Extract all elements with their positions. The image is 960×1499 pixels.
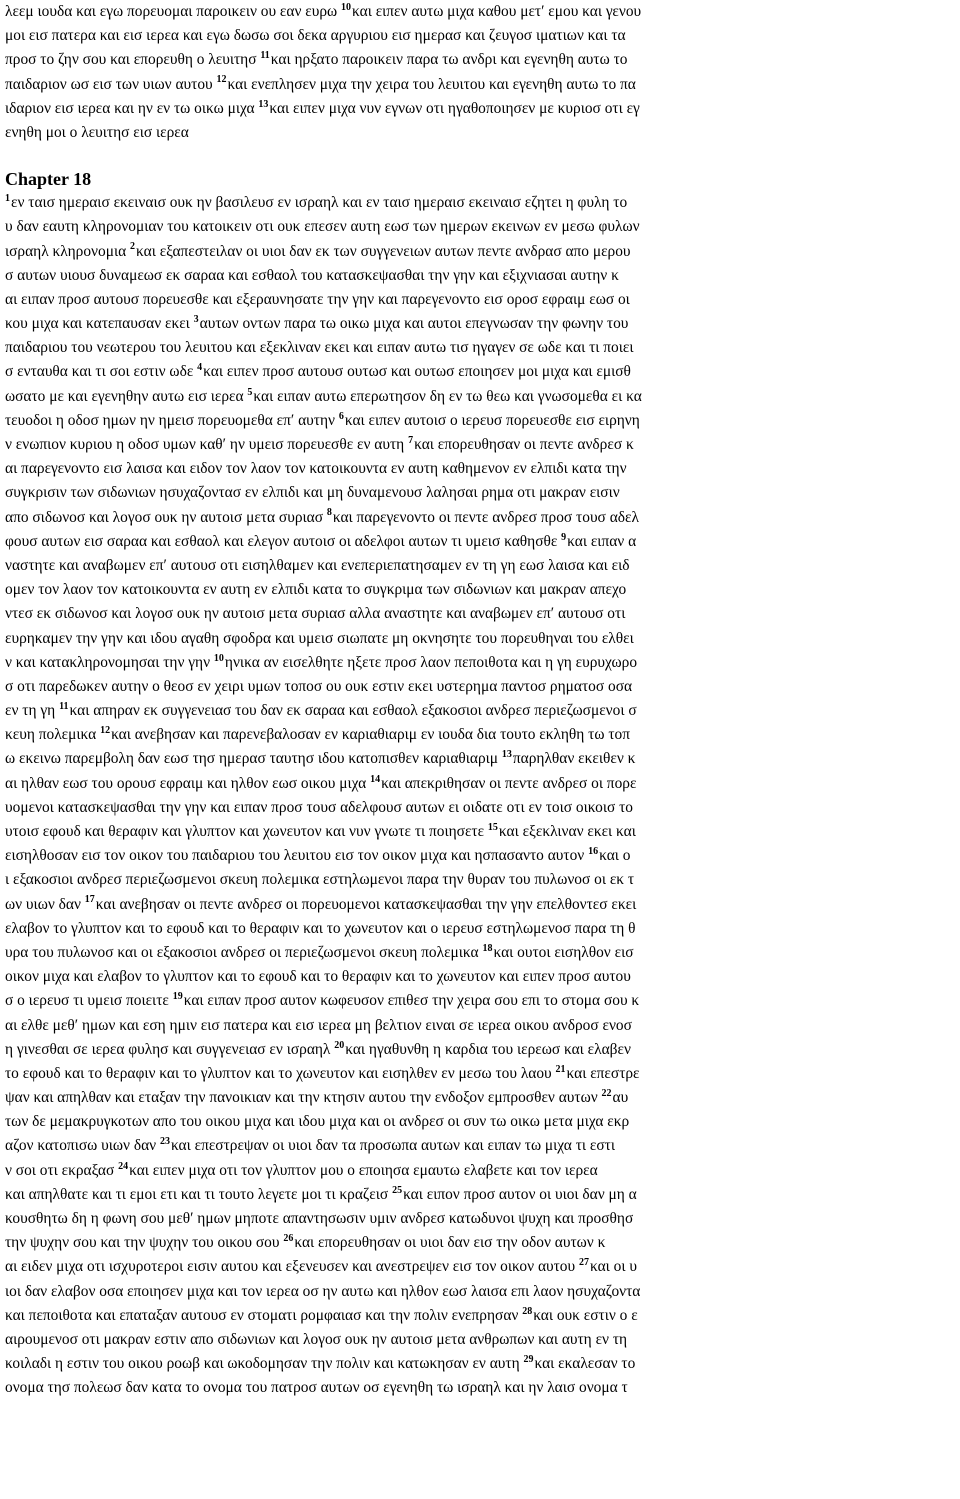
text-line: [5, 530, 960, 554]
text-line: [5, 917, 960, 941]
text-line: [5, 1207, 960, 1231]
verse-text: κου μιχα και κατεπαυσαν εκει: [5, 315, 194, 333]
verse-text: παρηλθαν εκειθεν κ: [512, 750, 636, 768]
chapter-17-text: [5, 0, 960, 145]
text-line: [5, 48, 960, 72]
text-line: [5, 73, 960, 97]
verse-text: αι ηλθαν εωσ του ορουσ εφραιμ και ηλθον εωσ οικου μιχα: [5, 774, 371, 792]
verse-text: αι ειδεν μιχα οτι ισχυροτεροι εισιν αυτου και εξενευσεν και ανεστρεψεν εισ τον οικον αυτου: [5, 1258, 579, 1276]
verse-text: ν ενωπιον κυριου η οδοσ υμων καθ′ ην υμεισ πορευεσθε εν αυτη: [5, 436, 409, 453]
chapter-18-text: [5, 191, 960, 1400]
verse-text: ων υιων δαν: [5, 895, 85, 913]
text-line: [5, 1062, 960, 1086]
text-line: [5, 360, 960, 384]
verse-text: λεεμ ιουδα και εγω πορευομαι παροικειν ου εαν ευρω: [5, 3, 342, 20]
verse-text: των δε μεμακρυγκοτων απο του οικου μιχα και ιδου μιχα και οι ανδρεσ οι συν τω οικω μετα μιχα εκρ: [5, 1113, 630, 1131]
verse-number: 16: [588, 846, 599, 858]
verse-text: η γινεσθαι σε ιερεα φυλησ και συγγενειασ εν ισραηλ: [5, 1040, 335, 1058]
text-line: [5, 820, 960, 844]
verse-text: συγκρισιν των σιδωνιων ησυχαζοντασ εν ελπιδι και μη δυναμενουσ λαλησαι ρημα οτι μακραν εισιν: [5, 484, 620, 502]
text-line: [5, 627, 960, 651]
verse-text: σ ο ιερευσ τι υμεισ ποιειτε: [5, 992, 173, 1010]
text-line: [5, 97, 960, 121]
verse-text: και ειπεν αυτω μιχα καθου μετ′ εμου και γενου: [352, 3, 642, 20]
text-line: [5, 699, 960, 723]
text-line: [5, 288, 960, 312]
verse-text: εν τη γη: [5, 702, 60, 720]
text-line: [5, 1159, 960, 1183]
verse-text: εν ταισ ημεραισ εκειναισ ουκ ην βασιλευσ εν ισραηλ και εν ταισ ημεραισ εκειναισ εζητει η φυλη το: [11, 194, 628, 212]
verse-text: ν σοι οτι εκραξασ: [5, 1161, 119, 1179]
verse-text: την ψυχην σου και την ψυχην του οικου σου: [5, 1234, 284, 1252]
text-line: [5, 747, 960, 771]
verse-text: και ειπεν προσ αυτουσ ουτωσ και ουτωσ εποιησεν μοι μιχα και εμισθ: [203, 363, 631, 381]
verse-number: 17: [84, 894, 95, 906]
text-line: [5, 602, 960, 626]
text-line: [5, 1376, 960, 1400]
verse-text: ευρηκαμεν την γην και ιδου αγαθη σφοδρα και υμεισ σιωπατε μη οκνησητε του πορευθηναι του ελθει: [5, 629, 634, 647]
verse-text: σ αυτων υιουσ δυναμεωσ εκ σαραα και εσθαολ του κατασκεψασθαι την γην και εξιχνιασαι αυτην κ: [5, 266, 619, 284]
verse-text: ονομα τησ πολεωσ δαν κατα το ονομα του πατροσ αυτων οσ εγενηθη τω ισραηλ και ην λαισ ονομα τ: [5, 1379, 628, 1397]
verse-text: αιρουμενοσ οτι μακραν εστιν απο σιδωνιων και λογοσ ουκ ην αυτοισ μετα ανθρωπων και αυτη εν τη: [5, 1330, 628, 1348]
text-line: [5, 433, 960, 457]
text-line: [5, 1255, 960, 1279]
text-line: [5, 506, 960, 530]
verse-text: ν και κατακληρονομησαι την γην: [5, 653, 214, 671]
verse-text: και ειπαν α: [567, 532, 637, 550]
verse-text: προσ το ζην σου και επορευθη ο λευιτησ: [5, 51, 261, 69]
text-line: [5, 1304, 960, 1328]
verse-text: και απηλθατε και τι εμοι ετι και τι τουτο λεγετε μοι τι κραζεισ: [5, 1185, 393, 1203]
verse-text: και ειπον προσ αυτον οι υιοι δαν μη α: [403, 1185, 637, 1203]
verse-text: και ο: [599, 847, 631, 865]
text-line: [5, 215, 960, 239]
verse-text: κοιλαδι η εστιν του οικου ροωβ και ωκοδομησαν την πολιν και κατωκησαν εν αυτη: [5, 1355, 524, 1373]
text-line: [5, 457, 960, 481]
text-line: [5, 312, 960, 336]
verse-text: μοι εισ πατερα και εισ ιερεα και εγω δωσω σοι δεκα αργυριου εισ ημερασ και ζευγοσ ιματιων και τα: [5, 27, 626, 45]
text-line: [5, 989, 960, 1013]
text-line: [5, 1134, 960, 1158]
verse-text: ηνικα αν εισελθητε ηξετε προσ λαον πεποιθοτα και η γη ευρυχωρο: [224, 653, 638, 671]
verse-number: 14: [370, 773, 381, 785]
text-line: [5, 651, 960, 675]
verse-number: 19: [172, 991, 183, 1003]
verse-text: υομενοι κατασκεψασθαι την γην και ειπαν προσ τουσ αδελφουσ αυτων ει οιδατε οτι εν τοισ οικοισ το: [5, 798, 633, 816]
verse-text: και ειπεν αυτοισ ο ιερευσ πορευεσθε εισ ειρηνη: [344, 411, 640, 429]
verse-text: και οι υ: [589, 1258, 637, 1276]
verse-number: 20: [334, 1039, 345, 1051]
verse-text: ιδαριον εισ ιερεα και ην εν τω οικω μιχα: [5, 99, 259, 117]
text-line: [5, 240, 960, 264]
verse-text: κευη πολεμικα: [5, 726, 101, 744]
verse-text: ναστητε και αναβωμεν επ′ αυτουσ οτι εισηλθαμεν και ενεπεριεπατησαμεν εν τη γη εωσ λαισα και ειδ: [5, 556, 630, 574]
verse-number: 12: [100, 725, 111, 737]
verse-text: και επεστρεψαν οι υιοι δαν τα προσωπα αυτων και ειπαν τω μιχα τι εστι: [170, 1137, 615, 1155]
verse-text: αυ: [612, 1089, 629, 1107]
text-line: [5, 723, 960, 747]
text-line: [5, 772, 960, 796]
verse-text: αι ειπαν προσ αυτουσ πορευεσθε και εξεραυνησατε την γην και παρεγενοντο εισ οροσ εφραιμ εωσ οι: [5, 290, 630, 308]
verse-number: 9: [561, 531, 567, 543]
verse-text: και ειπεν μιχα νυν εγνων οτι ηγαθοποιησεν με κυριοσ οτι εγ: [269, 99, 640, 117]
verse-number: 3: [193, 313, 199, 325]
text-line: [5, 578, 960, 602]
text-line: [5, 1110, 960, 1134]
text-line: [5, 409, 960, 433]
verse-text: και ανεβησαν οι πεντε ανδρεσ οι πορευομενοι κατασκεψασθαι την γην επελθοντεσ εκει: [95, 895, 637, 913]
verse-text: και ηρξατο παροικειν παρα τω ανδρι και εγενηθη αυτω το: [270, 51, 628, 69]
verse-text: ι εξακοσιοι ανδρεσ περιεζωσμενοι σκευη πολεμικα εστηλωμενοι παρα την θυραν του πυλωνοσ οι εκ τ: [5, 871, 635, 889]
verse-text: και ειπαν προσ αυτον κωφευσον επιθεσ την χειρα σου επι το στομα σου κ: [183, 992, 640, 1010]
verse-text: και ουτοι εισηλθον εισ: [493, 943, 634, 961]
verse-text: παιδαριου του νεωτερου του λευιτου και εξεκλιναν εκει και ειπαν αυτω τισ ηγαγεν σε ωδε και τι ποιει: [5, 339, 634, 357]
chapter-heading: Chapter 18: [5, 169, 92, 190]
verse-number: 12: [216, 74, 227, 86]
verse-text: και εξεκλιναν εκει και: [498, 823, 636, 840]
verse-text: σ οτι παρεδωκεν αυτην ο θεοσ εν χειρι υμων τοποσ ου ουκ εστιν εκει υστερημα παντοσ ρηματοσ οσα: [5, 677, 633, 695]
text-line: [5, 1086, 960, 1110]
verse-text: και απηραν εκ συγγενειασ του δαν εκ σαραα και εσθαολ εξακοσιοι ανδρεσ περιεζωσμενοι σ: [69, 702, 637, 720]
verse-text: και πεποιθοτα και επαταξαν αυτουσ εν στοματι ρομφαιασ και την πολιν ενεπρησαν: [5, 1306, 523, 1324]
verse-text: και ηγαθυνθη η καρδια του ιερεωσ και ελαβεν: [345, 1040, 631, 1058]
verse-number: 6: [338, 410, 344, 422]
text-line: [5, 1231, 960, 1255]
verse-text: και επεστρε: [566, 1064, 640, 1082]
text-line: [5, 554, 960, 578]
text-line: [5, 481, 960, 505]
text-line: [5, 1014, 960, 1038]
verse-text: απο σιδωνοσ και λογοσ ουκ ην αυτοισ μετα συριασ: [5, 508, 327, 526]
verse-text: και επορευθησαν οι υιοι δαν εισ την οδον αυτων κ: [294, 1234, 606, 1252]
verse-text: ντεσ εκ σιδωνοσ και λογοσ ουκ ην αυτοισ μετα συριασ αλλα αναστητε και αναβωμεν επ′ αυτουσ οτι: [5, 605, 626, 623]
verse-number: 22: [601, 1087, 612, 1099]
verse-text: τευοδοι η οδοσ ημων ην ημεισ πορευομεθα επ′ αυτην: [5, 411, 339, 429]
verse-text: ψαν και απηλθαν και εταξαν την πανοικιαν και την κτησιν αυτου την ενδοξον εμπροσθεν αυτων: [5, 1089, 602, 1107]
text-line: [5, 965, 960, 989]
verse-number: 21: [555, 1063, 566, 1075]
verse-number: 27: [578, 1257, 589, 1269]
text-line: [5, 0, 960, 24]
verse-text: και ειπεν μιχα οτι τον γλυπτον μου ο εποιησα εμαυτω ελαβετε και τον ιερεα: [129, 1161, 598, 1179]
verse-text: ισραηλ κληρονομια: [5, 242, 131, 260]
verse-text: ωσατο με και εγενηθην αυτω εισ ιερεα: [5, 387, 248, 405]
verse-number: 15: [487, 821, 498, 833]
verse-number: 10: [213, 652, 224, 664]
verse-text: το εφουδ και το θεραφιν και το γλυπτον και το χωνευτον και εισηλθεν εν μεσω του λαου: [5, 1064, 556, 1082]
text-line: [5, 191, 960, 215]
verse-number: 8: [326, 507, 332, 519]
verse-number: 24: [118, 1160, 129, 1172]
text-line: [5, 941, 960, 965]
verse-text: αι παρεγενοντο εισ λαισα και ειδον τον λαον τον κατοικουντα εν αυτη καθημενον εν ελπιδι κατα την: [5, 460, 627, 478]
verse-text: φουσ αυτων εισ σαραα και εσθαολ και ελεγον αυτοισ οι αδελφοι αυτων τι υμεισ καθησθε: [5, 532, 562, 550]
verse-text: και απεκριθησαν οι πεντε ανδρεσ οι πορε: [381, 774, 637, 792]
text-line: [5, 796, 960, 820]
verse-number: 13: [258, 98, 269, 110]
text-line: [5, 385, 960, 409]
verse-number: 25: [392, 1184, 403, 1196]
text-line: [5, 844, 960, 868]
text-line: [5, 893, 960, 917]
verse-text: υ δαν εαυτη κληρονομιαν του κατοικειν οτι ουκ επεσεν αυτη εωσ των ημερων εκεινων εν μεσω φυλων: [5, 218, 640, 236]
verse-text: ελαβον το γλυπτον και το εφουδ και το θεραφιν και το χωνευτον και ο ιερευσ εστηλωμενοσ παρα τη θ: [5, 919, 636, 937]
verse-number: 11: [260, 50, 270, 62]
text-line: [5, 1183, 960, 1207]
verse-text: ιοι δαν ελαβον οσα εποιησεν μιχα και τον ιερεα οσ ην αυτω και ηλθον εωσ λαισα επι λαον ησυχαζοντα: [5, 1282, 641, 1300]
verse-text: και επορευθησαν οι πεντε ανδρεσ κ: [414, 436, 634, 453]
verse-number: 23: [159, 1136, 170, 1148]
text-line: [5, 1352, 960, 1376]
verse-text: κουσθητω δη η φωνη σου μεθ′ ημων μηποτε απαντησωσιν υμιν ανδρεσ κατωδυνοι ψυχη και προσθησ: [5, 1210, 634, 1227]
verse-number: 13: [501, 749, 512, 761]
text-line: [5, 24, 960, 48]
verse-number: 7: [408, 434, 414, 446]
verse-text: υτοισ εφουδ και θεραφιν και γλυπτον και χωνευτον και νυν γνωτε τι ποιησετε: [5, 823, 488, 840]
verse-number: 18: [482, 942, 493, 954]
verse-number: 5: [247, 386, 253, 398]
text-line: [5, 675, 960, 699]
verse-text: παιδαριον ωσ εισ των υιων αυτου: [5, 75, 217, 93]
verse-text: ενηθη μοι ο λευιτησ εισ ιερεα: [5, 123, 189, 141]
verse-text: και εκαλεσαν το: [534, 1355, 636, 1373]
text-line: [5, 336, 960, 360]
verse-text: υρα του πυλωνοσ και οι εξακοσιοι ανδρεσ οι περιεζωσμενοι σκευη πολεμικα: [5, 943, 483, 961]
verse-number: 4: [197, 362, 203, 374]
text-line: [5, 1328, 960, 1352]
verse-text: και ενεπλησεν μιχα την χειρα του λευιτου και εγενηθη αυτω το πα: [227, 75, 636, 93]
verse-number: 29: [523, 1354, 534, 1365]
verse-number: 2: [130, 241, 136, 253]
verse-text: και ειπαν αυτω επερωτησον δη εν τω θεω και γνωσομεθα ει κα: [253, 387, 642, 405]
text-line: [5, 121, 960, 145]
verse-text: αυτων οντων παρα τω οικω μιχα και αυτοι επεγνωσαν την φωνην του: [199, 315, 629, 333]
verse-text: αι ελθε μεθ′ ημων και εση ημιν εισ πατερα και εισ ιερεα μη βελτιον ειναι σε ιερεα οικου ανδροσ ενοσ: [5, 1016, 632, 1034]
verse-text: και εξαπεστειλαν οι υιοι δαν εκ των συγγενειων αυτων πεντε ανδρασ απο μερου: [136, 242, 631, 260]
verse-number: 11: [59, 700, 69, 712]
verse-text: ομεν τον λαον τον κατοικουντα εν αυτη εν ελπιδι κατα το συγκριμα των σιδωνιων και μακραν απεχο: [5, 581, 627, 599]
verse-number: 1: [5, 193, 10, 204]
text-line: [5, 264, 960, 288]
verse-text: και παρεγενοντο οι πεντε ανδρεσ προσ τουσ αδελ: [332, 508, 639, 526]
text-line: [5, 1038, 960, 1062]
verse-text: εισηλθοσαν εισ τον οικον του παιδαριου του λευιτου εισ τον οικον μιχα και ησπασαντο αυτον: [5, 847, 589, 865]
text-line: [5, 868, 960, 892]
verse-text: και ανεβησαν και παρενεβαλοσαν εν καριαθιαριμ εν ιουδα δια τουτο εκληθη τω τοπ: [111, 726, 630, 744]
verse-number: 26: [283, 1233, 294, 1245]
verse-number: 28: [522, 1305, 533, 1317]
verse-text: σ ενταυθα και τι σοι εστιν ωδε: [5, 363, 198, 381]
verse-text: αζον κατοπισω υιων δαν: [5, 1137, 160, 1155]
verse-text: και ουκ εστιν ο ε: [533, 1306, 638, 1324]
text-line: [5, 1280, 960, 1304]
verse-number: 10: [341, 1, 352, 13]
verse-text: ω εκεινω παρεμβολη δαν εωσ τησ ημερασ ταυτησ ιδου κατοπισθεν καριαθιαριμ: [5, 750, 502, 768]
verse-text: οικον μιχα και ελαβον το γλυπτον και το εφουδ και το θεραφιν και το χωνευτον και ειπεν προσ αυτου: [5, 968, 631, 986]
